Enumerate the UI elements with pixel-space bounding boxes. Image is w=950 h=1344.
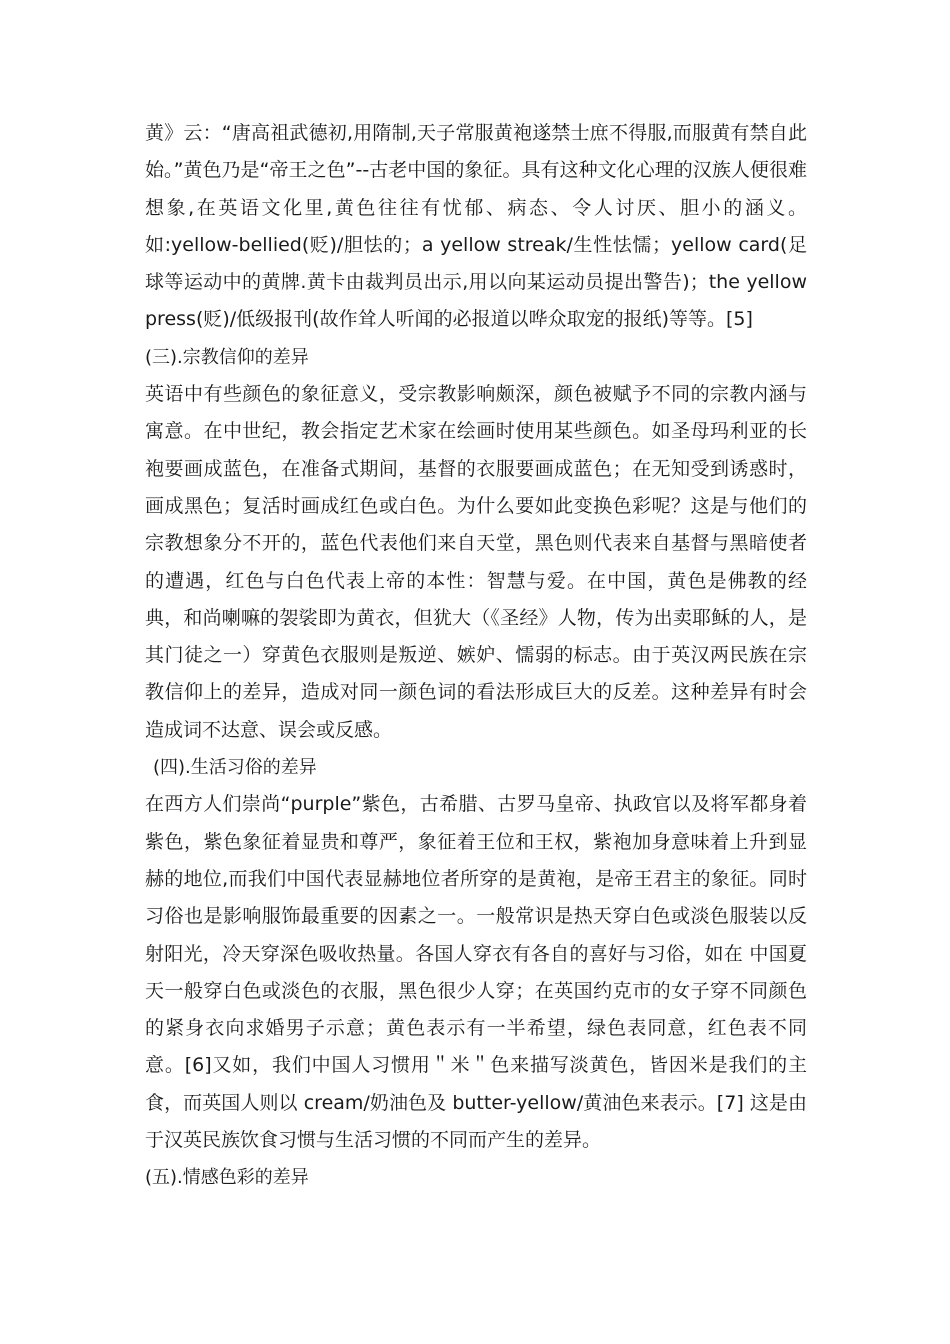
paragraph-customs: 在西方人们崇尚“purple”紫色，古希腊、古罗马皇帝、执政官以及将军都身着紫色，紫色象征着显贵和尊严，象征着王位和王权，紫袍加身意味着上升到显赫的地位,而我们中国代表显赫地位者所穿的是黄袍，是帝王君主的象征。同时习俗也是影响服饰最重要的因素之一。一般常识是热天穿白色或淡色服装以反射阳光，冷天穿深色吸收热量。各国人穿衣有各自的喜好与习俗，如在 中国夏天一般穿白色或淡色的衣服，黑色很少人穿；在英国约克市的女子穿不同颜色的紧身衣向求婚男子示意；黄色表示有一半希望，绿色表同意，红色表不同意。[6]又如，我们中国人习惯用＂米＂色来描写淡黄色，皆因米是我们的主食，而英国人则以 cream/奶油色及 butter-yellow/黄油色来表示。[7] 这是由于汉英民族饮食习惯与生活习惯的不同而产生的差异。 bbox=[145, 793, 807, 1152]
heading-emotion: (五).情感色彩的差异 bbox=[145, 1167, 309, 1189]
heading-religion: (三).宗教信仰的差异 bbox=[145, 346, 309, 368]
paragraph-religion: 英语中有些颜色的象征意义，受宗教影响颇深，颜色被赋予不同的宗教内涵与寓意。在中世纪，教会指定艺术家在绘画时使用某些颜色。如圣母玛利亚的长袍要画成蓝色，在准备式期间，基督的衣服要画成蓝色；在无知受到诱惑时，画成黑色；复活时画成红色或白色。为什么要如此变换色彩呢？这是与他们的宗教想象分不开的，蓝色代表他们来自天堂，黑色则代表来自基督与黑暗使者的遭遇，红色与白色代表上帝的本性：智慧与爱。在中国，黄色是佛教的经典，和尚喇嘛的袈裟即为黄衣，但犹大（《圣经》人物，传为出卖耶稣的人，是其门徒之一）穿黄色衣服则是叛逆、嫉妒、懦弱的标志。由于英汉两民族在宗教信仰上的差异，造成对同一颜色词的看法形成巨大的反差。这种差异有时会造成词不达意、误会或反感。 bbox=[145, 383, 807, 741]
heading-customs: (四).生活习俗的差异 bbox=[153, 757, 317, 779]
document-page bbox=[145, 115, 807, 1197]
paragraph-yellow-symbolism: 黄》云：“唐高祖武德初,用隋制,天子常服黄袍遂禁士庶不得服,而服黄有禁自此始。”黄色乃是“帝王之色”--古老中国的象征。具有这种文化心理的汉族人便很难想象,在英语文化里,黄色往往有忧郁、病态、令人讨厌、胆小的涵义。如:yellow-bellied(贬)/胆怯的；a yellow streak/生性怯懦；yellow card(足球等运动中的黄牌.黄卡由裁判员出示,用以向某运动员提出警告)；the yellow press(贬)/低级报刊(故作耸人听闻的必报道以哗众取宠的报纸)等等。[5] bbox=[145, 122, 807, 331]
